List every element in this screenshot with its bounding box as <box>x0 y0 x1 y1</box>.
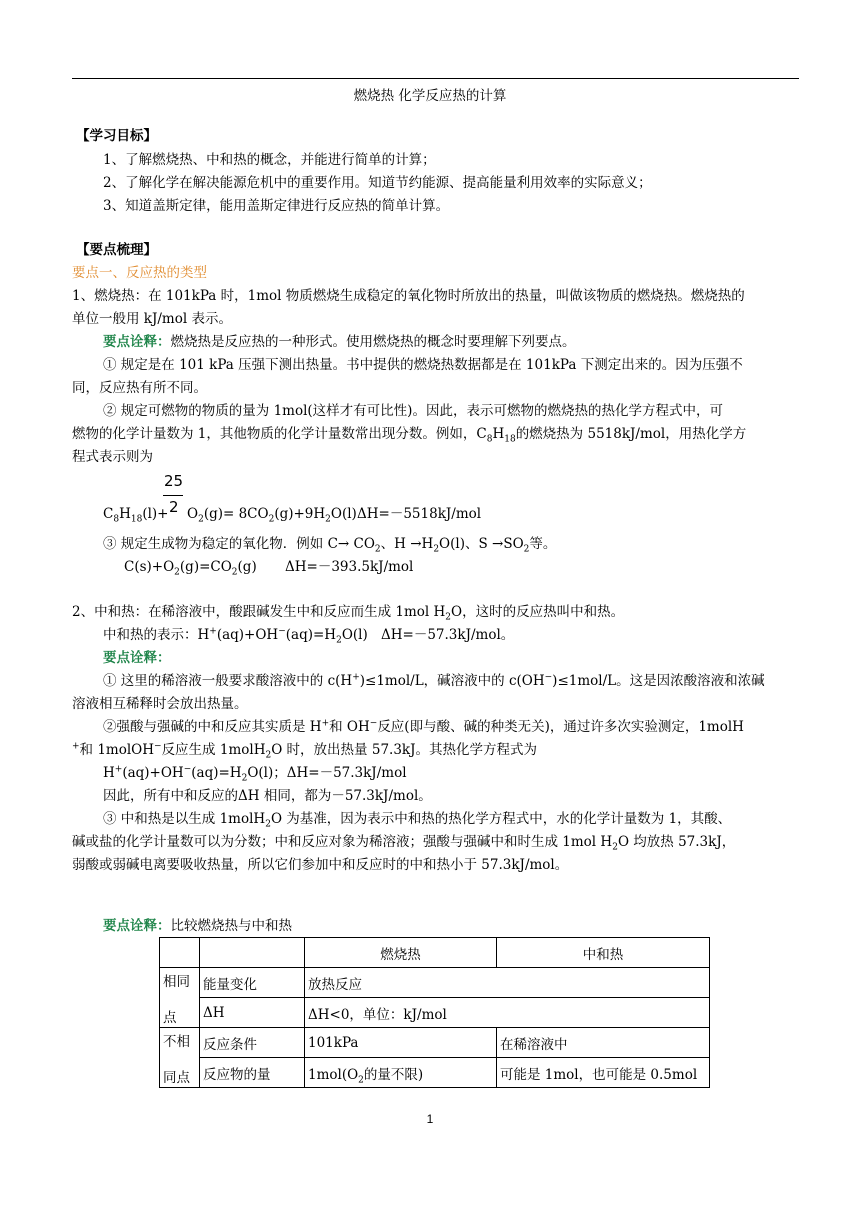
table-header-combustion: 燃烧热 <box>305 938 497 968</box>
equation-carbon-dh: ΔH=－393.5kJ/mol <box>285 559 414 575</box>
page-title: 燃烧热 化学反应热的计算 <box>353 88 507 104</box>
comparison-table <box>159 937 710 1088</box>
fraction-denominator: 2 <box>169 498 179 516</box>
combustion-p1-line1: ① 规定是在 101 kPa 压强下测出热量。书中提供的燃烧热数据都是在 101kPa 下测定出来的。因为压强不 <box>103 357 743 373</box>
summary-heading: 【要点梳理】 <box>76 242 157 258</box>
table-cell <box>200 938 305 968</box>
neutral-q3-line3: 弱酸或弱碱电离要吸收热量，所以它们参加中和反应时的中和热小于 57.3kJ/mol。 <box>72 857 569 873</box>
neutral-def: 2、中和热：在稀溶液中，酸跟碱发生中和反应而生成 1mol $H_2O$，这时的反应热叫中和热。 <box>72 604 625 623</box>
table-cell: 可能是 1mol，也可能是 0.5mol <box>497 1058 710 1088</box>
goal-item-2: 2、了解化学在解决能源危机中的重要作用。知道节约能源、提高能量利用效率的实际意义； <box>103 175 652 191</box>
table-cell: ΔH<0，单位：kJ/mol <box>305 998 710 1028</box>
table-cell: 放热反应 <box>305 968 710 998</box>
neutral-q1-line1: ① 这里的稀溶液一般要求酸溶液中的 c(H+)≤1mol/L，碱溶液中的 c(OH−)≤1mol/L。这是因浓酸溶液和浓碱 <box>103 672 765 689</box>
diff-points-label: 不相 同点 <box>160 1028 200 1088</box>
table-cell: 反应物的量 <box>200 1058 305 1088</box>
header-rule <box>72 78 799 79</box>
table-row <box>160 938 710 968</box>
neutral-q1-line2: 溶液相互稀释时会放出热量。 <box>72 696 248 712</box>
table-cell: 反应条件 <box>200 1028 305 1058</box>
neutral-q2-line1: ②强酸与强碱的中和反应其实质是 H+和 OH−反应(即与酸、碱的种类无关)，通过许多次实验测定，1molH <box>103 718 744 735</box>
neutral-q3-line2: 碱或盐的化学计量数可以为分数；中和反应对象为稀溶液；强酸与强碱中和时生成 1mol $H_2O$ 均放热 57.3kJ， <box>72 834 736 853</box>
table-row <box>160 968 710 998</box>
point1-heading: 要点一、反应热的类型 <box>72 265 207 281</box>
combustion-def-line1: 1、燃烧热：在 101kPa 时，1mol 物质燃烧生成稳定的氧化物时所放出的热量，叫做该物质的燃烧热。燃烧热的 <box>72 288 745 304</box>
table-row <box>160 998 710 1028</box>
note-label: 要点诠释： <box>103 334 171 350</box>
table-cell <box>160 938 200 968</box>
neutral-expr-dh: ΔH=－57.3kJ/mol。 <box>381 627 515 643</box>
compare-caption: 要点诠释：比较燃烧热与中和热 <box>103 918 292 934</box>
equation-c8h18-right: $O_2(g)= 8CO_2(g)+9H_2O(l)$ <box>187 506 357 525</box>
table-cell: 101kPa <box>305 1028 497 1058</box>
table-cell: $1mol(O_2$的量不限) <box>305 1058 497 1088</box>
neutral-equation: $H^+(aq)+OH^-(aq)=H_2O(l)$；ΔH=－57.3kJ/mol <box>103 764 407 784</box>
combustion-def-line2: 单位一般用 kJ/mol 表示。 <box>72 311 232 327</box>
combustion-p1-line2: 同，反应热有所不同。 <box>72 380 207 396</box>
combustion-p2-line3: 程式表示则为 <box>72 449 153 465</box>
table-cell: ΔH <box>200 998 305 1028</box>
neutral-q2-line2: +和 1molOH−反应生成 1molH$_2$O 时，放出热量 57.3kJ。其热化学方程式为 <box>72 741 538 761</box>
neutral-q2-line4: 因此，所有中和反应的ΔH 相同，都为－57.3kJ/mol。 <box>103 788 432 804</box>
fraction-bar <box>163 495 183 496</box>
combustion-p2-line2: 燃物的化学计量数为 1，其他物质的化学计量数常出现分数。例如，$C_8H_{18}$的燃烧热为 5518kJ/mol，用热化学方 <box>72 426 747 445</box>
neutral-q3-line1: ③ 中和热是以生成 1molH$_2$O 为基准，因为表示中和热的热化学方程式中，水的化学计量数为 1，其酸、 <box>103 811 732 830</box>
fraction-numerator: 25 <box>164 472 184 490</box>
table-cell: 能量变化 <box>200 968 305 998</box>
goal-item-1: 1、了解燃烧热、中和热的概念，并能进行简单的计算； <box>103 152 436 168</box>
combustion-p3: ③ 规定生成物为稳定的氧化物．例如 $C\to CO_2$、$H \to H_2O(l)$、$S \to SO_2$等。 <box>103 536 557 555</box>
goals-heading: 【学习目标】 <box>76 128 157 144</box>
equation-c8h18-dh: ΔH=－5518kJ/mol <box>357 506 482 522</box>
combustion-note <box>103 333 576 351</box>
table-header-neutral: 中和热 <box>497 938 710 968</box>
equation-c8h18-left: $C_8H_{18}(l)+$ <box>103 506 169 525</box>
neutral-expr: 中和热的表示：$H^+(aq)+OH^-(aq)=H_2O(l)$ <box>103 626 368 646</box>
note-text: 燃烧热是反应热的一种形式。使用燃烧热的概念时要理解下列要点。 <box>170 334 576 350</box>
combustion-p2-line1: ② 规定可燃物的物质的量为 1mol(这样才有可比性)。因此，表示可燃物的燃烧热的热化学方程式中，可 <box>103 403 723 419</box>
page-number: 1 <box>426 1112 434 1126</box>
equation-carbon: $C(s)+O_2(g)=CO_2(g)$ <box>124 559 257 578</box>
table-row <box>160 1058 710 1088</box>
table-cell: 在稀溶液中 <box>497 1028 710 1058</box>
goal-item-3: 3、知道盖斯定律，能用盖斯定律进行反应热的简单计算。 <box>103 198 450 214</box>
same-points-label: 相同 点 <box>160 968 200 1028</box>
neutral-note-label: 要点诠释： <box>103 650 171 666</box>
table-row <box>160 1028 710 1058</box>
